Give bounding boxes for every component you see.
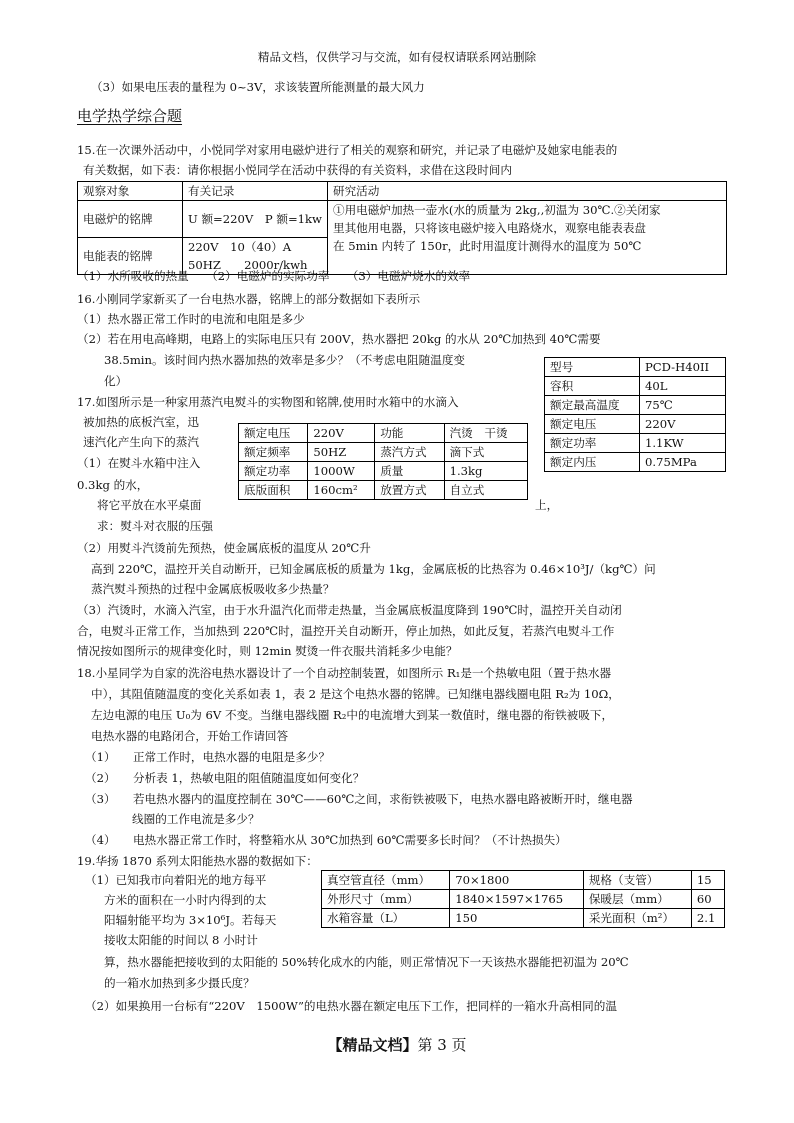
question-line: 线圈的工作电流是多少？ bbox=[132, 812, 260, 826]
table-cell: 在 5min 内转了 150r，此时用温度计测得水的温度为 50℃ bbox=[327, 237, 726, 274]
table-cell: 容积 bbox=[545, 377, 640, 396]
table-cell: 额定电压 bbox=[239, 424, 308, 443]
table-cell: 规格（支管） bbox=[583, 871, 691, 890]
table-cell: 1840×1597×1765 bbox=[450, 890, 584, 909]
question-line: 电热水器的电路闭合，开始工作请回答 bbox=[91, 729, 289, 743]
table-cell: 60 bbox=[691, 890, 724, 909]
question-line: （2）用熨斗汽烫前先预热，使金属底板的温度从 20℃升 bbox=[77, 541, 371, 555]
table-cell: 50HZ bbox=[308, 443, 375, 462]
question-line: 速汽化产生向下的蒸汽 bbox=[83, 435, 199, 449]
table-cell: 有关记录 bbox=[183, 182, 328, 201]
question-line: 中），其阻值随温度的变化关系如表 1，表 2 是这个电热水器的铭牌。已知继电器线圈电阻 R₂为 10Ω， bbox=[91, 687, 620, 701]
table-cell: 1000W bbox=[308, 462, 375, 481]
question-line: 18.小星同学为自家的洗浴电热水器设计了一个自动控制装置，如图所示 R₁是一个热敏电阻（置于热水器 bbox=[77, 666, 612, 680]
table-cell: 滴下式 bbox=[444, 443, 527, 462]
table-cell: 2.1 bbox=[691, 909, 724, 928]
table-cell: 额定功率 bbox=[239, 462, 308, 481]
table-cell: 蒸汽方式 bbox=[375, 443, 444, 462]
page-header: 精品文档，仅供学习与交流，如有侵权请联系网站删除 bbox=[257, 50, 537, 64]
question-line: 阳辐射能平均为 3×10⁶J。若每天 bbox=[104, 913, 277, 927]
table-cell: 50HZ 2000r/kwh bbox=[183, 256, 328, 275]
table-cell: 150 bbox=[450, 909, 584, 928]
page-footer bbox=[0, 1034, 794, 1055]
question-line: 被加热的底板汽室，迅 bbox=[83, 415, 199, 429]
table-cell: 底版面积 bbox=[239, 481, 308, 500]
table-cell: PCD-H40II bbox=[640, 358, 726, 377]
table-cell: 额定功率 bbox=[545, 434, 640, 453]
question-line: 合，电熨斗正常工作，当加热到 220℃时，温控开关自动断开，停止加热，如此反复，若蒸汽电熨斗工作 bbox=[77, 624, 615, 638]
table-cell: 采光面积（m²） bbox=[583, 909, 691, 928]
table-cell: 1.3kg bbox=[444, 462, 527, 481]
table-cell: 额定内压 bbox=[545, 453, 640, 472]
question-line: 化） bbox=[104, 374, 128, 388]
water-heater-spec-table bbox=[544, 357, 726, 472]
question-line: 16.小刚同学家新买了一台电热水器，铭牌上的部分数据如下表所示 bbox=[77, 292, 421, 306]
table-cell: 汽烫 干烫 bbox=[444, 424, 527, 443]
table-cell: 220V 10（40）A bbox=[183, 237, 328, 256]
footer-brand: 【精品文档】 bbox=[327, 1036, 418, 1054]
table-cell: 电磁炉的铭牌 bbox=[78, 201, 183, 238]
table-cell: 功能 bbox=[375, 424, 444, 443]
table-cell: 水箱容量（L） bbox=[322, 909, 450, 928]
question-line: 17.如图所示是一种家用蒸汽电熨斗的实物图和铭牌,使用时水箱中的水滴入 bbox=[77, 395, 459, 409]
table-cell: 自立式 bbox=[444, 481, 527, 500]
question-line: 38.5min。该时间内热水器加热的效率是多少？（不考虑电阻随温度变 bbox=[104, 353, 466, 367]
table-cell: U 额=220V P 额=1kw bbox=[183, 201, 328, 238]
table-cell: 额定最高温度 bbox=[545, 396, 640, 415]
solar-heater-spec-table bbox=[321, 870, 725, 928]
question-line: （3）如果电压表的量程为 0~3V，求该装置所能测量的最大风力 bbox=[91, 80, 425, 94]
table-cell: 研究活动 bbox=[327, 182, 726, 201]
question-line: 的一箱水加热到多少摄氏度？ bbox=[104, 976, 255, 990]
table-cell: 15 bbox=[691, 871, 724, 890]
table-cell: 型号 bbox=[545, 358, 640, 377]
table-cell: 观察对象 bbox=[78, 182, 183, 201]
steam-iron-spec-table bbox=[238, 423, 528, 500]
table-cell: 放置方式 bbox=[375, 481, 444, 500]
question-line: 左边电源的电压 U₀为 6V 不变。当继电器线圈 R₂中的电流增大到某一数值时，继电器的衔铁被吸下， bbox=[91, 708, 614, 722]
question-line: 15.在一次课外活动中，小悦同学对家用电磁炉进行了相关的观察和研究，并记录了电磁炉及她家电能表的 bbox=[77, 143, 618, 157]
table-cell: 外形尺寸（mm） bbox=[322, 890, 450, 909]
table-cell: 220V bbox=[640, 415, 726, 434]
question-line: （2）若在用电高峰期，电路上的实际电压只有 200V，热水器把 20kg 的水从 20℃加热到 40℃需要 bbox=[77, 332, 601, 346]
question-line: 算，热水器能把接收到的太阳能的 50%转化成水的内能，则正常情况下一天该热水器能把初温为 20℃ bbox=[104, 955, 629, 969]
question-line: （1）热水器正常工作时的电流和电阻是多少 bbox=[77, 312, 305, 326]
table-cell: 70×1800 bbox=[450, 871, 584, 890]
table-cell: 40L bbox=[640, 377, 726, 396]
question-line: （1）水所吸收的热量 （2）电磁炉的实际功率 （3）电磁炉烧水的效率 bbox=[77, 269, 471, 283]
section-title: 电学热学综合题 bbox=[77, 107, 183, 125]
question-line: 将它平放在水平桌面 bbox=[97, 498, 202, 512]
table-cell: 160cm² bbox=[308, 481, 375, 500]
question-line: 方米的面积在一小时内得到的太 bbox=[104, 893, 267, 907]
table-cell: ①用电磁炉加热一壶水(水的质量为 2kg,,初温为 30℃.②关闭家 bbox=[327, 201, 726, 220]
table-cell: 75℃ bbox=[640, 396, 726, 415]
question-line: 0.3kg 的水， bbox=[77, 478, 149, 492]
table-cell: 电能表的铭牌 bbox=[78, 237, 183, 274]
induction-cooker-table bbox=[77, 181, 727, 275]
question-line: （1） 正常工作时，电热水器的电阻是多少？ bbox=[85, 750, 331, 764]
table-cell: 保暖层（mm） bbox=[583, 890, 691, 909]
question-line: （2） 分析表 1，热敏电阻的阻值随温度如何变化？ bbox=[85, 771, 365, 785]
question-line: 有关数据，如下表：请你根据小悦同学在活动中获得的有关资料，求借在这段时间内 bbox=[83, 163, 512, 177]
question-line: 情况按如图所示的规律变化时，则 12min 熨烫一件衣服共消耗多少电能？ bbox=[77, 644, 458, 658]
question-line: 上， bbox=[535, 498, 559, 512]
question-line: 高到 220℃，温控开关自动断开，已知金属底板的质量为 1kg，金属底板的比热容为 0.46×10³J/（kg℃）问 bbox=[91, 562, 656, 576]
page-number: 第 3 页 bbox=[417, 1036, 467, 1054]
question-line: （1）在熨斗水箱中注入 bbox=[77, 456, 201, 470]
question-line: （1）已知我市向着阳光的地方每平 bbox=[85, 873, 267, 887]
table-cell: 1.1KW bbox=[640, 434, 726, 453]
table-cell: 里其他用电器，只将该电磁炉接入电路烧水，观察电能表表盘 bbox=[327, 219, 726, 237]
table-cell: 真空管直径（mm） bbox=[322, 871, 450, 890]
question-line: （3）汽烫时，水滴入汽室，由于水升温汽化而带走热量，当金属底板温度降到 190℃时，温控开关自动闭 bbox=[77, 603, 622, 617]
question-line: （3） 若电热水器内的温度控制在 30℃——60℃之间，求衔铁被吸下，电热水器电路被断开时，继电器 bbox=[85, 792, 633, 806]
table-cell: 额定电压 bbox=[545, 415, 640, 434]
question-line: 蒸汽熨斗预热的过程中金属底板吸收多少热量？ bbox=[91, 582, 335, 596]
question-line: 接收太阳能的时间以 8 小时计 bbox=[104, 933, 258, 947]
table-cell: 额定频率 bbox=[239, 443, 308, 462]
table-cell: 质量 bbox=[375, 462, 444, 481]
table-cell: 0.75MPa bbox=[640, 453, 726, 472]
question-line: （4） 电热水器正常工作时，将整箱水从 30℃加热到 60℃需要多长时间？（不计热损失） bbox=[85, 833, 567, 847]
question-line: 求：熨斗对衣服的压强 bbox=[97, 519, 213, 533]
question-line: （2）如果换用一台标有“220V 1500W”的电热水器在额定电压下工作，把同样的一箱水升高相同的温 bbox=[85, 999, 617, 1013]
question-line: 19.华扬 1870 系列太阳能热水器的数据如下： bbox=[77, 854, 318, 868]
table-cell: 220V bbox=[308, 424, 375, 443]
